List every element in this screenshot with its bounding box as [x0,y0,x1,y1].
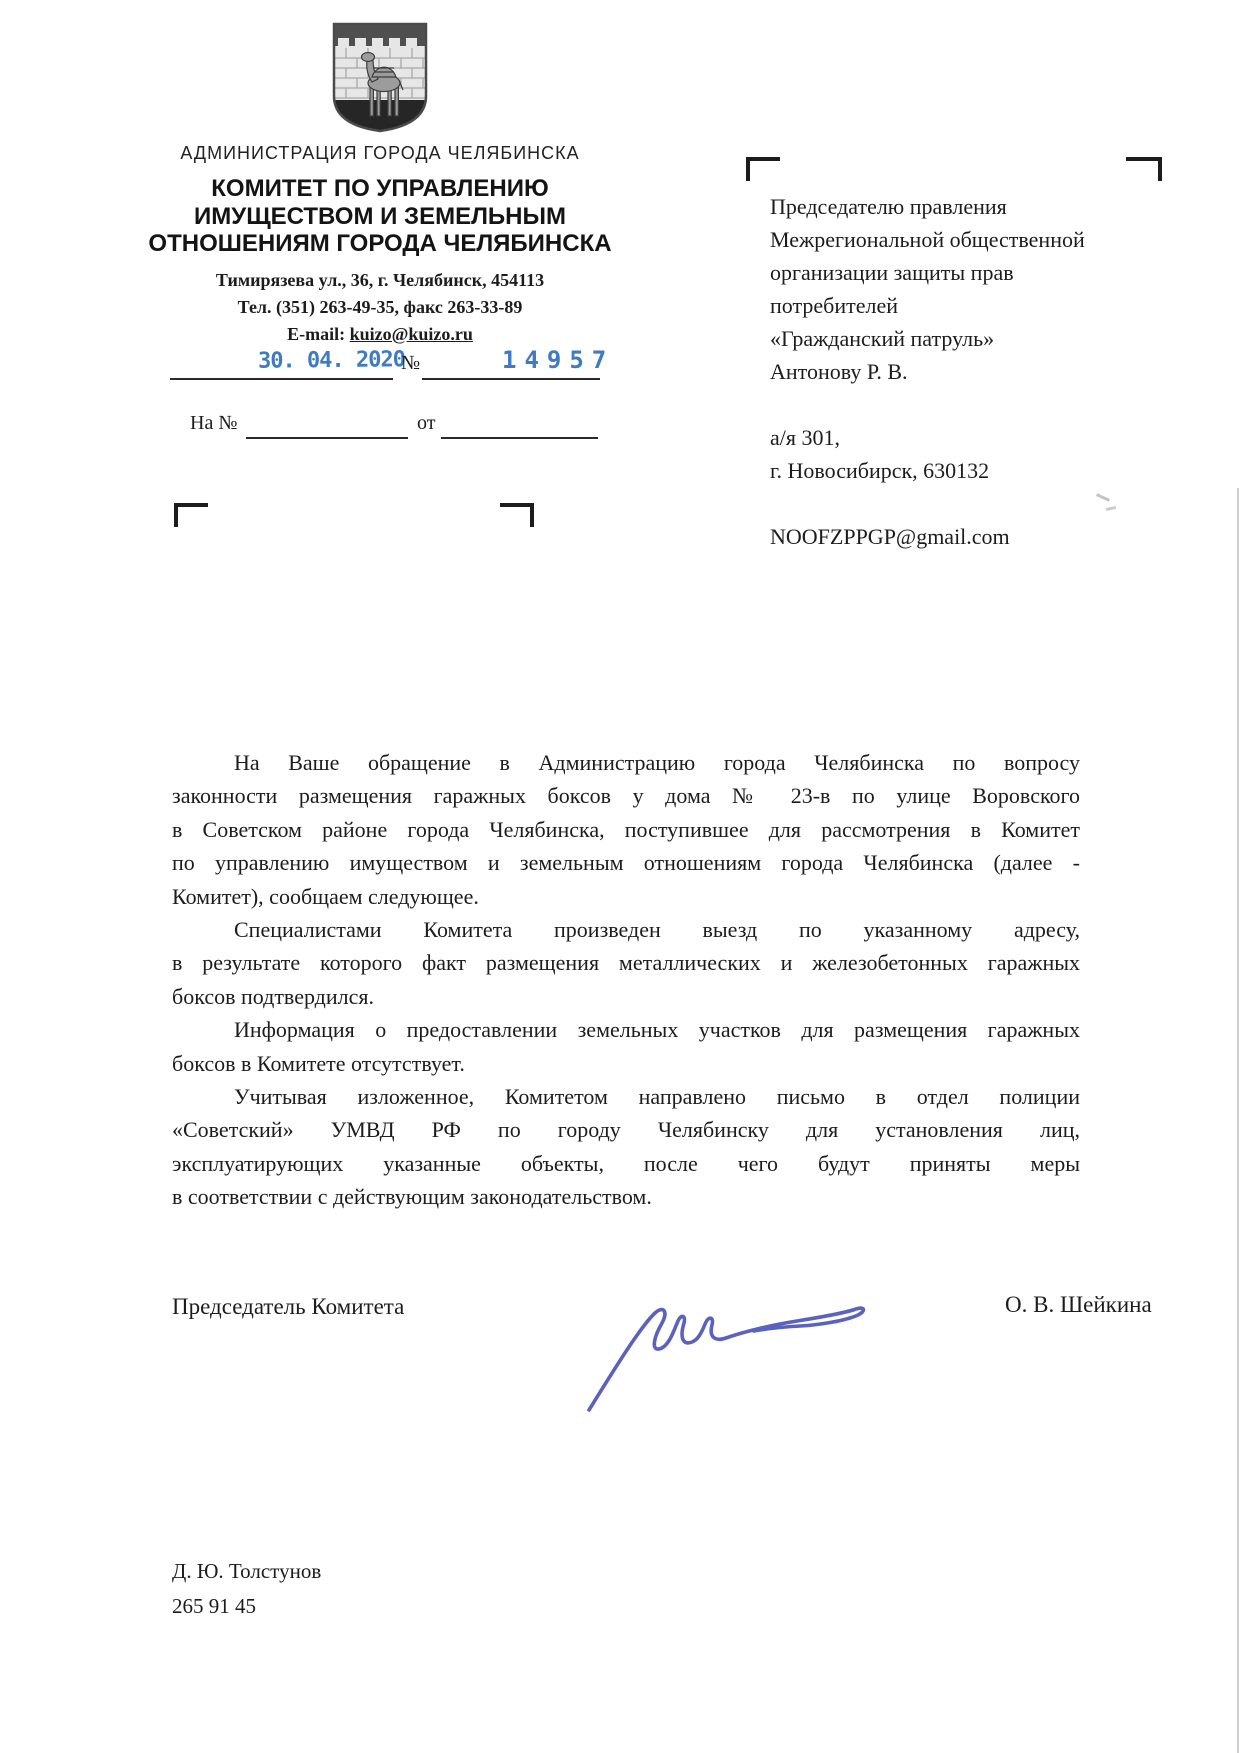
recipient-line: Межрегиональной общественной [770,227,1085,252]
outgoing-number-stamp: 14957 [502,346,615,374]
recipient-block [770,190,1150,553]
reference-row [170,346,615,378]
letterhead-phone: Тел. (351) 263-49-35, факс 263-33-89 [237,296,523,317]
letterhead-email-address: kuizo@kuizo.ru [349,323,473,344]
date-stamp: 30. 04. 2020 [257,347,406,374]
committee-name [130,175,630,258]
body-line: На Ваше обращение в Администрацию города Челябинска по вопросу [234,750,1080,775]
recipient-line: потребителей [770,293,898,318]
reply-from-label: от [417,412,436,434]
reply-reference-row [170,408,600,438]
committee-name-line: ОТНОШЕНИЯМ ГОРОДА ЧЕЛЯБИНСКА [148,230,612,257]
body-line: Специалистами Комитета произведен выезд по указанному адресу, [234,917,1080,943]
committee-name-line: КОМИТЕТ ПО УПРАВЛЕНИЮ [211,175,549,202]
recipient-line: Председателю правления [770,194,1007,219]
handwritten-signature-icon [575,1268,885,1418]
executor-phone: 265 91 45 [172,1594,256,1618]
administration-name: АДМИНИСТРАЦИЯ ГОРОДА ЧЕЛЯБИНСКА [180,143,580,163]
recipient-line: «Гражданский патруль» [770,326,995,351]
reply-to-label: На № [190,412,238,434]
body-line: боксов подтвердился. [172,983,374,1009]
body-line: Учитывая изложенное, Комитетом направлено письмо в отдел полиции [234,1084,1080,1110]
letterhead [130,20,630,345]
letterhead-email-row [130,324,630,345]
corner-mark-recipient-top-right [1126,157,1162,181]
scan-artifact-edge-line [1237,488,1239,1753]
body-line: по управлению имуществом и земельным отношениям города Челябинска (далее - [172,850,1080,876]
body-line: в соответствии с действующим законодательством. [172,1184,652,1210]
signer-position: Председатель Комитета [172,1294,405,1319]
body-line: Комитет), сообщаем следующее. [172,883,479,909]
date-underline [170,347,406,380]
corner-mark-lower-left [174,503,208,527]
number-underline [422,346,615,380]
reply-date-underline [441,408,598,439]
body-line: в результате которого факт размещения металлических и железобетонных гаражных [172,950,1080,976]
recipient-line: организации защиты прав [770,260,1014,285]
executor-block [172,1554,321,1624]
camel-coat-of-arms-icon [330,20,430,134]
number-sign: № [401,352,421,374]
recipient-city: г. Новосибирск, 630132 [770,458,990,483]
body-line: Информация о предоставлении земельных участков для размещения гаражных [234,1017,1080,1043]
corner-mark-lower-right [500,503,534,527]
body-line: боксов в Комитете отсутствует. [172,1050,465,1076]
body-line: эксплуатирующих указанные объекты, после чего будут приняты меры [172,1150,1080,1176]
body-line: законности размещения гаражных боксов у дома № 23-в по улице Воровского [172,783,1080,809]
reply-number-underline [246,408,408,439]
body-line: в Советском районе города Челябинска, поступившее для рассмотрения в Комитет [172,816,1080,842]
body-line: «Советский» УМВД РФ по городу Челябинску для установления лиц, [172,1117,1080,1143]
letterhead-address: Тимирязева ул., 36, г. Челябинск, 454113 [215,269,545,290]
committee-name-line: ИМУЩЕСТВОМ И ЗЕМЕЛЬНЫМ [194,202,566,230]
signer-name: О. В. Шейкина [1005,1292,1152,1317]
letter-body [172,746,1080,1214]
executor-name: Д. Ю. Толстунов [172,1559,322,1583]
recipient-email: NOOFZPPGP@gmail.com [770,524,1010,549]
recipient-po-box: а/я 301, [770,425,840,450]
email-label: E-mail: [287,323,346,344]
recipient-line: Антонову Р. В. [770,359,908,384]
corner-mark-recipient-top-left [746,157,780,181]
